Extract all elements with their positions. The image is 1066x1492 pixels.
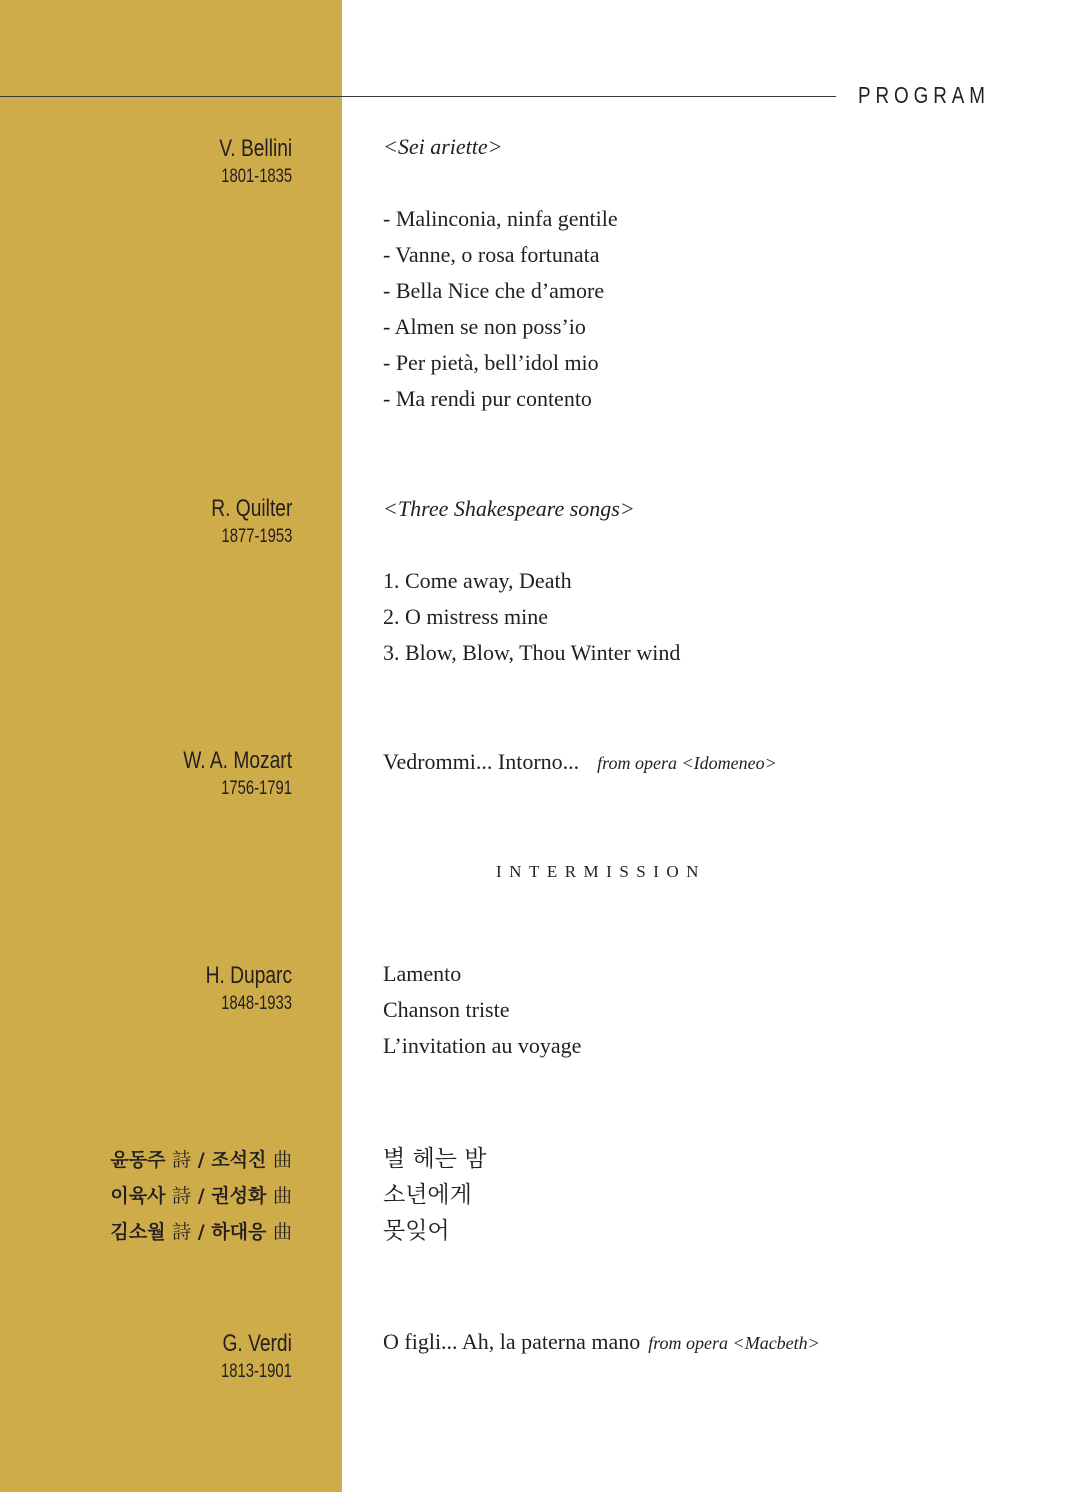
song-item: 별 헤는 밤 [383, 1146, 487, 1172]
song-item: - Malinconia, ninfa gentile [383, 206, 618, 231]
composer-years: 1801-1835 [221, 166, 292, 187]
song-item: 1. Come away, Death [383, 568, 572, 593]
program-block-mozart [383, 744, 777, 781]
composer-bellini [201, 135, 292, 191]
song-item: 소년에게 [383, 1182, 472, 1208]
program-block-duparc [383, 956, 581, 1064]
from-opera: from opera <Macbeth> [648, 1333, 820, 1353]
song-item: 2. O mistress mine [383, 604, 548, 629]
composer-quilter [191, 495, 292, 551]
song-item: - Almen se non poss’io [383, 314, 586, 339]
composer-years: 1756-1791 [221, 778, 292, 799]
song-item: - Bella Nice che d’amore [383, 278, 605, 303]
work-title: <Sei ariette> [383, 134, 503, 159]
song-item: - Per pietà, bell’idol mio [383, 350, 599, 375]
composer-verdi [201, 1330, 292, 1386]
korean-credits [110, 1142, 292, 1250]
intermission-label: INTERMISSION [496, 862, 706, 881]
program-title: PROGRAM [858, 82, 990, 108]
piece-title: O figli... Ah, la paterna mano [383, 1329, 641, 1354]
piece-title: Vedrommi... Intorno... [383, 749, 580, 774]
composer-years: 1877-1953 [221, 526, 292, 547]
program-block-quilter [383, 495, 680, 671]
song-item: L’invitation au voyage [383, 1033, 582, 1058]
composer-years: 1848-1933 [221, 993, 292, 1014]
composer-years: 1813-1901 [221, 1361, 292, 1382]
song-item: 못잊어 [383, 1218, 450, 1244]
credit-line: 김소월 詩 / 하대응 曲 [110, 1221, 292, 1243]
from-opera: from opera <Idomeneo> [597, 753, 777, 773]
program-block-bellini [383, 133, 618, 417]
song-item: 3. Blow, Blow, Thou Winter wind [383, 640, 681, 665]
gold-sidebar [0, 0, 342, 1492]
work-title: <Three Shakespeare songs> [383, 496, 635, 521]
credit-line: 이육사 詩 / 권성화 曲 [110, 1185, 292, 1207]
composer-name: H. Duparc [205, 962, 292, 989]
song-item: - Ma rendi pur contento [383, 386, 592, 411]
program-block-verdi [383, 1324, 820, 1361]
composer-name: W. A. Mozart [183, 747, 292, 774]
song-item: Lamento [383, 961, 462, 986]
credit-line: 윤동주 詩 / 조석진 曲 [110, 1149, 292, 1171]
composer-mozart [156, 747, 292, 803]
song-item: - Vanne, o rosa fortunata [383, 242, 600, 267]
song-item: Chanson triste [383, 997, 510, 1022]
composer-duparc [184, 962, 292, 1018]
composer-name: V. Bellini [219, 135, 292, 162]
header-rule [0, 96, 836, 97]
composer-name: R. Quilter [210, 495, 292, 522]
composer-name: G. Verdi [222, 1330, 292, 1357]
program-block-korean [383, 1141, 487, 1249]
